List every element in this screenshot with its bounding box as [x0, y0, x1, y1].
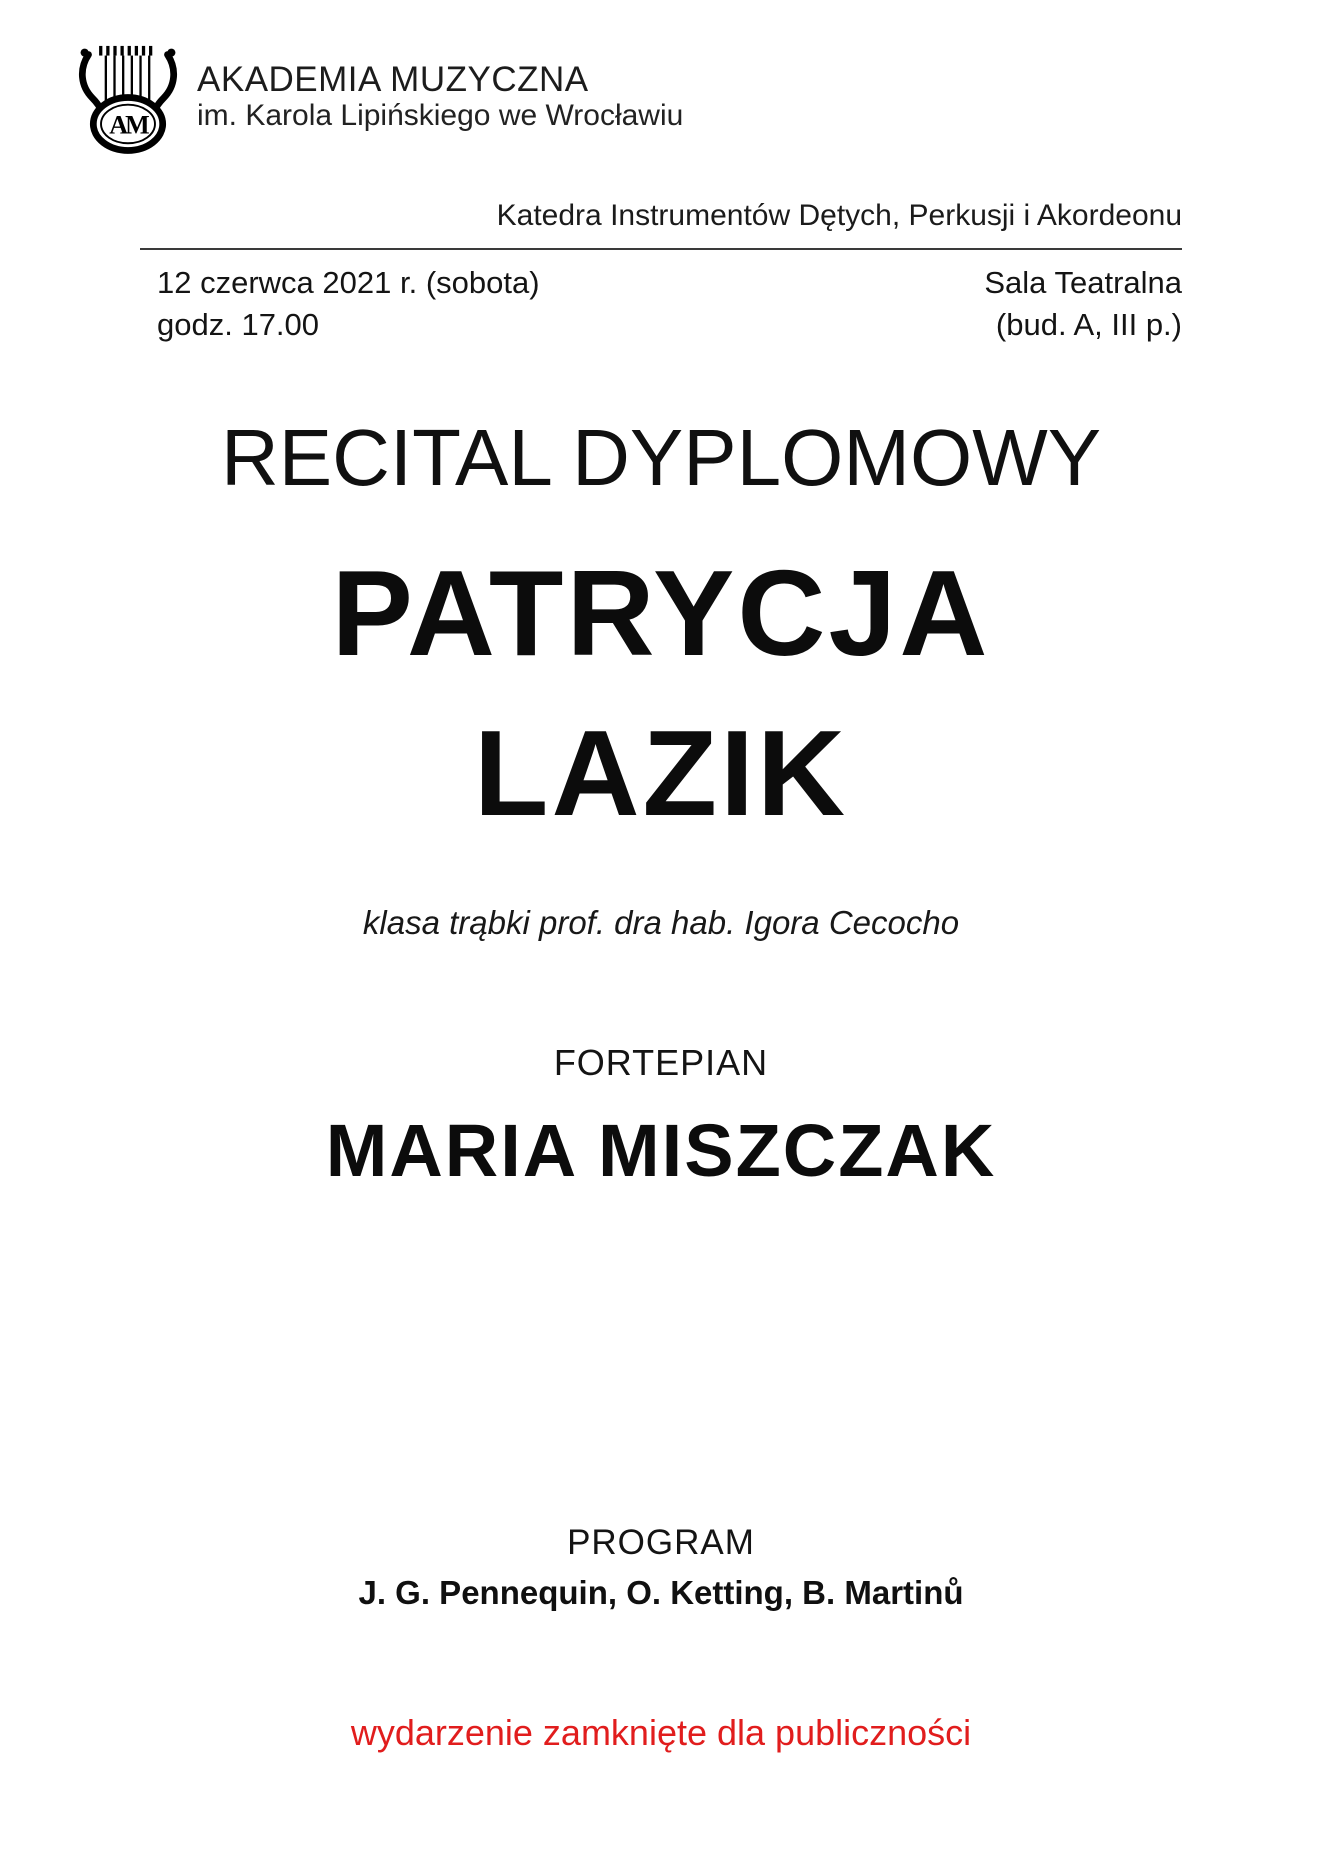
academy-name: AKADEMIA MUZYCZNA [197, 60, 589, 100]
event-venue-detail: (bud. A, III p.) [995, 307, 1182, 342]
event-date: 12 czerwca 2021 r. (sobota) [157, 265, 540, 300]
academy-subtitle: im. Karola Lipińskiego we Wrocławiu [197, 99, 684, 133]
logo-monogram: AM [109, 110, 147, 140]
event-info-block [140, 262, 1182, 346]
department-line: Katedra Instrumentów Dętych, Perkusji i Akordeonu [496, 199, 1182, 232]
lyre-logo-icon [75, 40, 181, 154]
performer-last-name: LAZIK [473, 705, 849, 842]
event-venue: Sala Teatralna [984, 265, 1182, 300]
accompanist-role: FORTEPIAN [553, 1042, 769, 1084]
performer-first-name: PATRYCJA [331, 545, 991, 681]
closed-event-notice: wydarzenie zamknięte dla publiczności [350, 1711, 972, 1753]
class-info: klasa trąbki prof. dra hab. Igora Cecocho [362, 904, 960, 942]
recital-type-heading: RECITAL DYPLOMOWY [220, 413, 1102, 502]
academy-logo-block [75, 40, 1182, 154]
program-composers: J. G. Pennequin, O. Ketting, B. Martinů [358, 1573, 964, 1611]
header-divider [140, 248, 1182, 250]
event-info-row-1 [157, 262, 1182, 304]
accompanist-name: MARIA MISZCZAK [325, 1109, 997, 1193]
academy-name-block [197, 60, 683, 134]
program-heading: PROGRAM [567, 1522, 755, 1562]
event-time: godz. 17.00 [157, 307, 320, 342]
event-info-row-2 [157, 304, 1182, 346]
